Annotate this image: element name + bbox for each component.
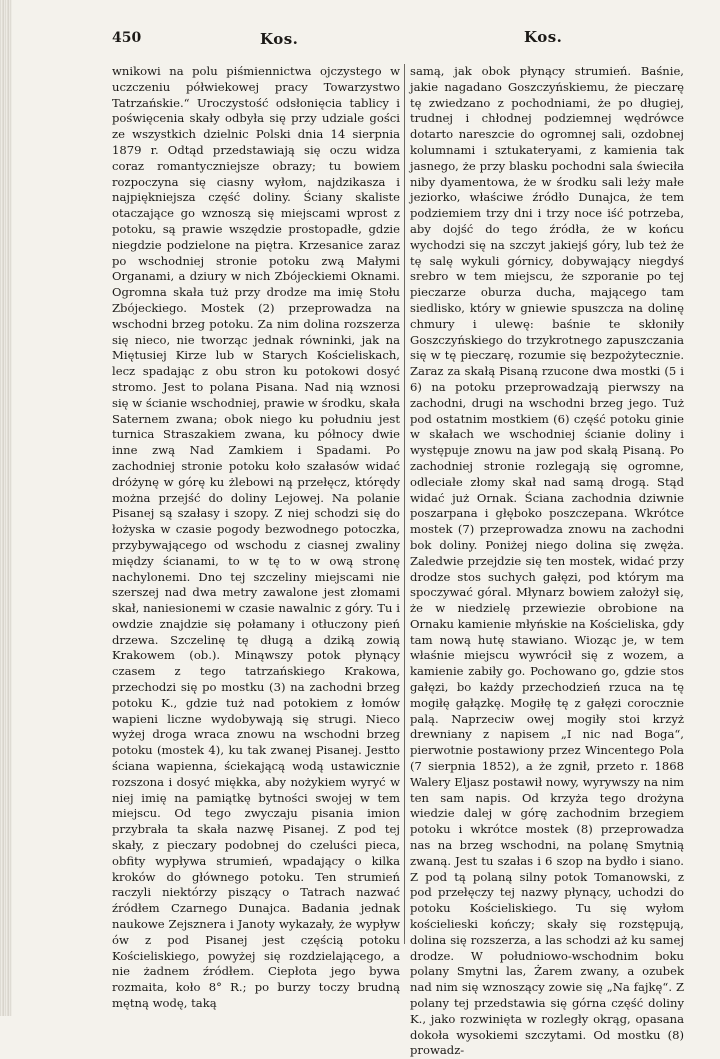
column-right-text: samą, jak obok płynący strumień. Baśnie, jakie nagadano Goszczyńskiemu, że pieczarę tę zwiedzano z pochodniami, że po długiej, trudnej i chłodnej podziemnej wędrówce dotarto nareszcie do ogromnej sali, ozdobnej kolumnami i sztukateryami, z kamienia tak jasnego, że przy blasku pochodni sala świeciła niby dyamentowa, że w środku sali leży małe jeziorko, właściwe źródło Dunajca, że tem podziemiem trzy dni i trzy noce iść potrzeba, aby dojść do tego źródła, że w końcu wychodzi się na szczyt jakiejś góry, lub też że tę salę wykuli górnicy, dobywający niegdyś srebro w tem miejscu, że szporanie po tej pieczarze oburza ducha, mającego tam siedlisko, który w gniewie spuszcza na dolinę chmury i ulewę: baśnie te skłoniły Goszczyńskiego do trzykrotnego zapuszczania się w tę pieczarę, rozumie się bezpożytecznie. Zaraz za skałą Pisaną rzucone dwa mostki (5 i 6) na potoku przeprowadzają pierwszy na zachodni, drugi na wschodni brzeg jego. Tuż pod ostatnim mostkiem (6) część potoku ginie w skałach we wschodniej ścianie doliny i występuje znowu na jaw pod skałą Pisaną. Po zachodniej stronie rozlegają się ogromne, odleciałe złomy skał nad samą drogą. Stąd widać już Ornak. Ściana zachodnia dziwnie poszarpana i głęboko poszczepana. Wkrótce mostek (7) przeprowadza znowu na zachodni bok doliny. Poniżej niego dolina się zwęża. Zaledwie przejdzie się ten mostek, widać przy drodze stos suchych gałęzi, pod którym ma spoczywać góral. Młynarz bowiem założył się, że w niedzielę przewiezie obrobione na Ornaku kamienie młyńskie na Kościeliska, gdy tam nową hutę stawiano. Wioząc je, w tem właśnie miejscu wywrócił się z wozem, a kamienie zabiły go. Pochowano go, gdzie stos gałęzi, bo każdy przechodzień rzuca na tę mogiłę gałązkę. Mogiłę tę z gałęzi corocznie palą. Naprzeciw owej mogiły stoi krzyż drewniany z napisem „I nic nad Boga“, pierwotnie postawiony przez Wincentego Pola (7 sierpnia 1852), a że zgnił, przeto r. 1868 Walery Eljasz postawił nowy, wyrywszy na nim ten sam napis. Od krzyża tego drożyna wiedzie dalej w górę zachodnim brzegiem potoku i wkrótce mostek (8) przeprowadza nas na brzeg wschodni, na polanę Smytnią zwaną. Jest tu szałas i 6 szop na bydło i siano. Z pod tą polaną silny potok Tomanowski, z pod przełęczy tej nazwy płynący, uchodzi do potoku Kościeliskiego. Tu się wyłom kościelieski kończy; skały się rozstępują, dolina się rozszerza, a las schodzi aż ku samej drodze. W południowo-wschodnim boku polany Smytni las, Żarem zwany, a ozubek nad nim się wznoszący zowie się „Na fajkę“. Z polany tej przedstawia się górna część doliny K., jako rozwinięta w rozległy okrąg, opasana dokoła wysokiemi szczytami. Od mostku (8) prowadz-: [410, 64, 684, 1058]
text-column-right: [400, 64, 684, 1059]
text-column-left: [112, 64, 400, 1012]
running-head-left: Kos.: [260, 30, 299, 48]
page-header: [112, 28, 660, 50]
page-number: 450: [112, 30, 142, 46]
column-left-text: wnikowi na polu piśmiennictwa ojczystego w uczczeniu półwiekowej pracy Towarzystwo Tatrzańskie.“ Uroczystość odsłonięcia tablicy i poświęcenia skały odbyła się przy udziale gości ze wszystkich dzielnic Polski dnia 14 sierpnia 1879 r. Odtąd przedstawiają się oczu widza coraz romantyczniejsze obrazy; tu bowiem rozpoczyna się ciasny wyłom, najdzikasza i najpiękniejsza część doliny. Ściany skaliste otaczające go wznoszą się miejscami wprost z potoku, są prawie wszędzie prostopadłe, gdzie niegdzie podzielone na piętra. Krzesanice zaraz po wschodniej stronie potoku zwą Małymi Organami, a dziury w nich Zbójeckiemi Oknami. Ogromna skała tuż przy drodze ma imię Stołu Zbójeckiego. Mostek (2) przeprowadza na wschodni brzeg potoku. Za nim dolina rozszerza się nieco, nie tworząc jednak równinki, jak na Miętusiej Kirze lub w Starych Kościeliskach, lecz spadając z obu stron ku potokowi dosyć stromo. Jest to polana Pisana. Nad nią wznosi się w ścianie wschodniej, prawie w środku, skała Saternem zwana; obok niego ku południu jest turnica Straszakiem zwana, ku północy dwie inne zwą Nad Zamkiem i Spadami. Po zachodniej stronie potoku koło szałasów widać dróżynę w górę ku żlebowi ną przełęcz, którędy można przejść do doliny Lejowej. Na polanie Pisanej są szałasy i szopy. Z niej schodzi się do łożyska w czasie pogody bezwodnego potoczka, przybywającego od wschodu z ciasnej zwaliny między ścianami, to w tę to w ową stronę nachylonemi. Dno tej szczeliny miejscami nie szerszej nad dwa metry zawalone jest złomami skał, naniesionemi w czasie nawalnic z góry. Tu i owdzie znajdzie się połamany i otłuczony pień drzewa. Szczelinę tę długą a dziką zowią Krakowem (ob.). Minąwszy potok płynący czasem z tego tatrzańskiego Krakowa, przechodzi się po mostku (3) na zachodni brzeg potoku K., gdzie tuż nad potokiem z łomów wapieni liczne wydobywają się strugi. Nieco wyżej droga wraca znowu na wschodni brzeg potoku (mostek 4), ku tak zwanej Pisanej. Jestto ściana wapienna, ściekającą wodą ustawicznie rozszona i dosyć miękka, aby nożykiem wyryć w niej imię na pamiątkę bytności swojej w tem miejscu. Od tego zwyczaju pisania imion przybrała ta skała nazwę Pisanej. Z pod tej skały, z pieczary podobnej do czeluści pieca, obfity wypływa strumień, wpadający o kilka kroków do głównego potoku. Ten strumień raczyli niektórzy piszący o Tatrach nazwać źródłem Czarnego Dunajca. Badania jednak naukowe Zejsznera i Janoty wykazały, że wypływ ów z pod Pisanej jest częścią potoku Kościeliskiego, powyżej się rozdzielającego, a nie żadnem źródłem. Ciepłota jego bywa rozmaita, koło 8° R.; po burzy toczy brudną mętną wodę, taką: [112, 64, 400, 1011]
page-binding-edge: [0, 0, 12, 1016]
running-head-right: Kos.: [524, 28, 563, 46]
